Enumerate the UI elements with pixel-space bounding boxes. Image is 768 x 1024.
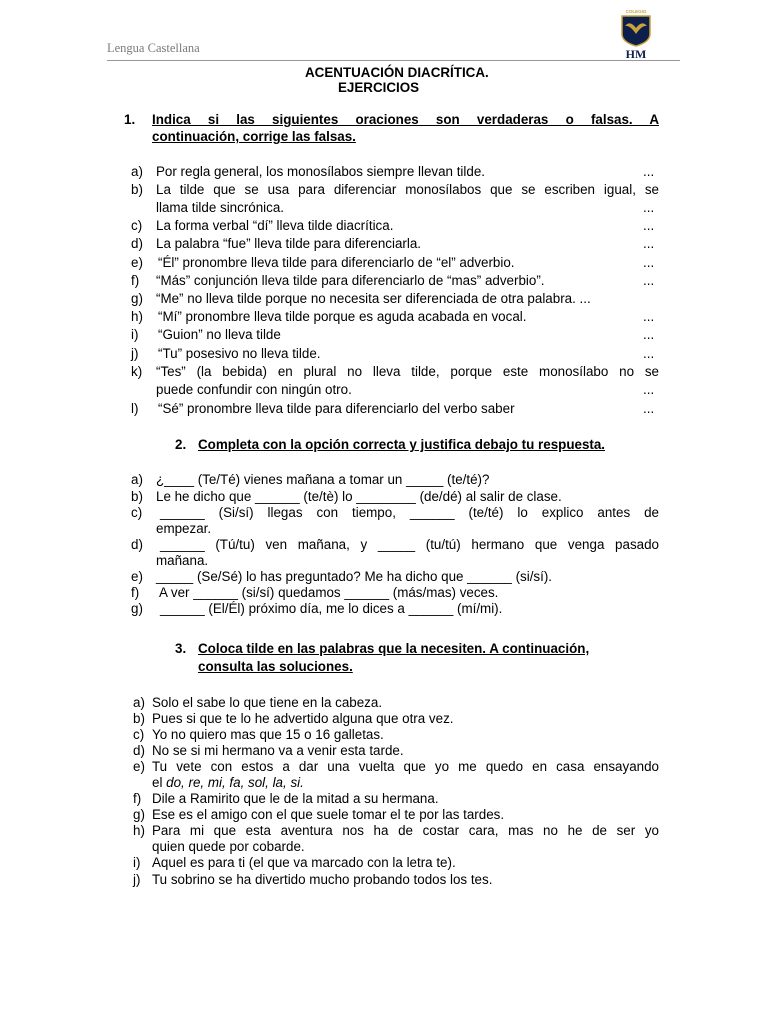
list-item-continued: puede confundir con ningún otro. ... xyxy=(156,382,655,397)
list-item-continued: mañana. xyxy=(156,553,209,568)
subject-header: Lengua Castellana xyxy=(107,41,200,55)
section1-number: 1. xyxy=(124,112,136,127)
section3-number: 3. xyxy=(175,641,187,656)
school-logo xyxy=(614,8,658,60)
page-subtitle: EJERCICIOS xyxy=(338,80,420,95)
page-title: ACENTUACIÓN DIACRÍTICA. xyxy=(305,65,489,80)
header-rule xyxy=(107,60,680,61)
section2-number: 2. xyxy=(175,437,187,452)
logo-top-text: COLEGIO xyxy=(625,9,647,14)
section3-heading-line1: Coloca tilde en las palabras que la necesiten. A continuación, xyxy=(198,641,590,656)
section3-heading-line2: consulta las soluciones. xyxy=(198,659,353,674)
list-item-continued: empezar. xyxy=(156,521,212,536)
list-item-continued: quien quede por cobarde. xyxy=(152,839,305,854)
list-item-continued: llama tilde sincrónica. ... xyxy=(156,200,655,215)
section1-heading-line2: continuación, corrige las falsas. xyxy=(152,129,356,144)
section1-heading-line1: Indica si las siguientes oraciones son verdaderas o falsas. A xyxy=(152,112,659,127)
section2-heading: Completa con la opción correcta y justifica debajo tu respuesta. xyxy=(198,437,606,452)
logo-monogram: HM xyxy=(625,47,647,60)
list-item-continued: el do, re, mi, fa, sol, la, si. xyxy=(152,775,304,790)
